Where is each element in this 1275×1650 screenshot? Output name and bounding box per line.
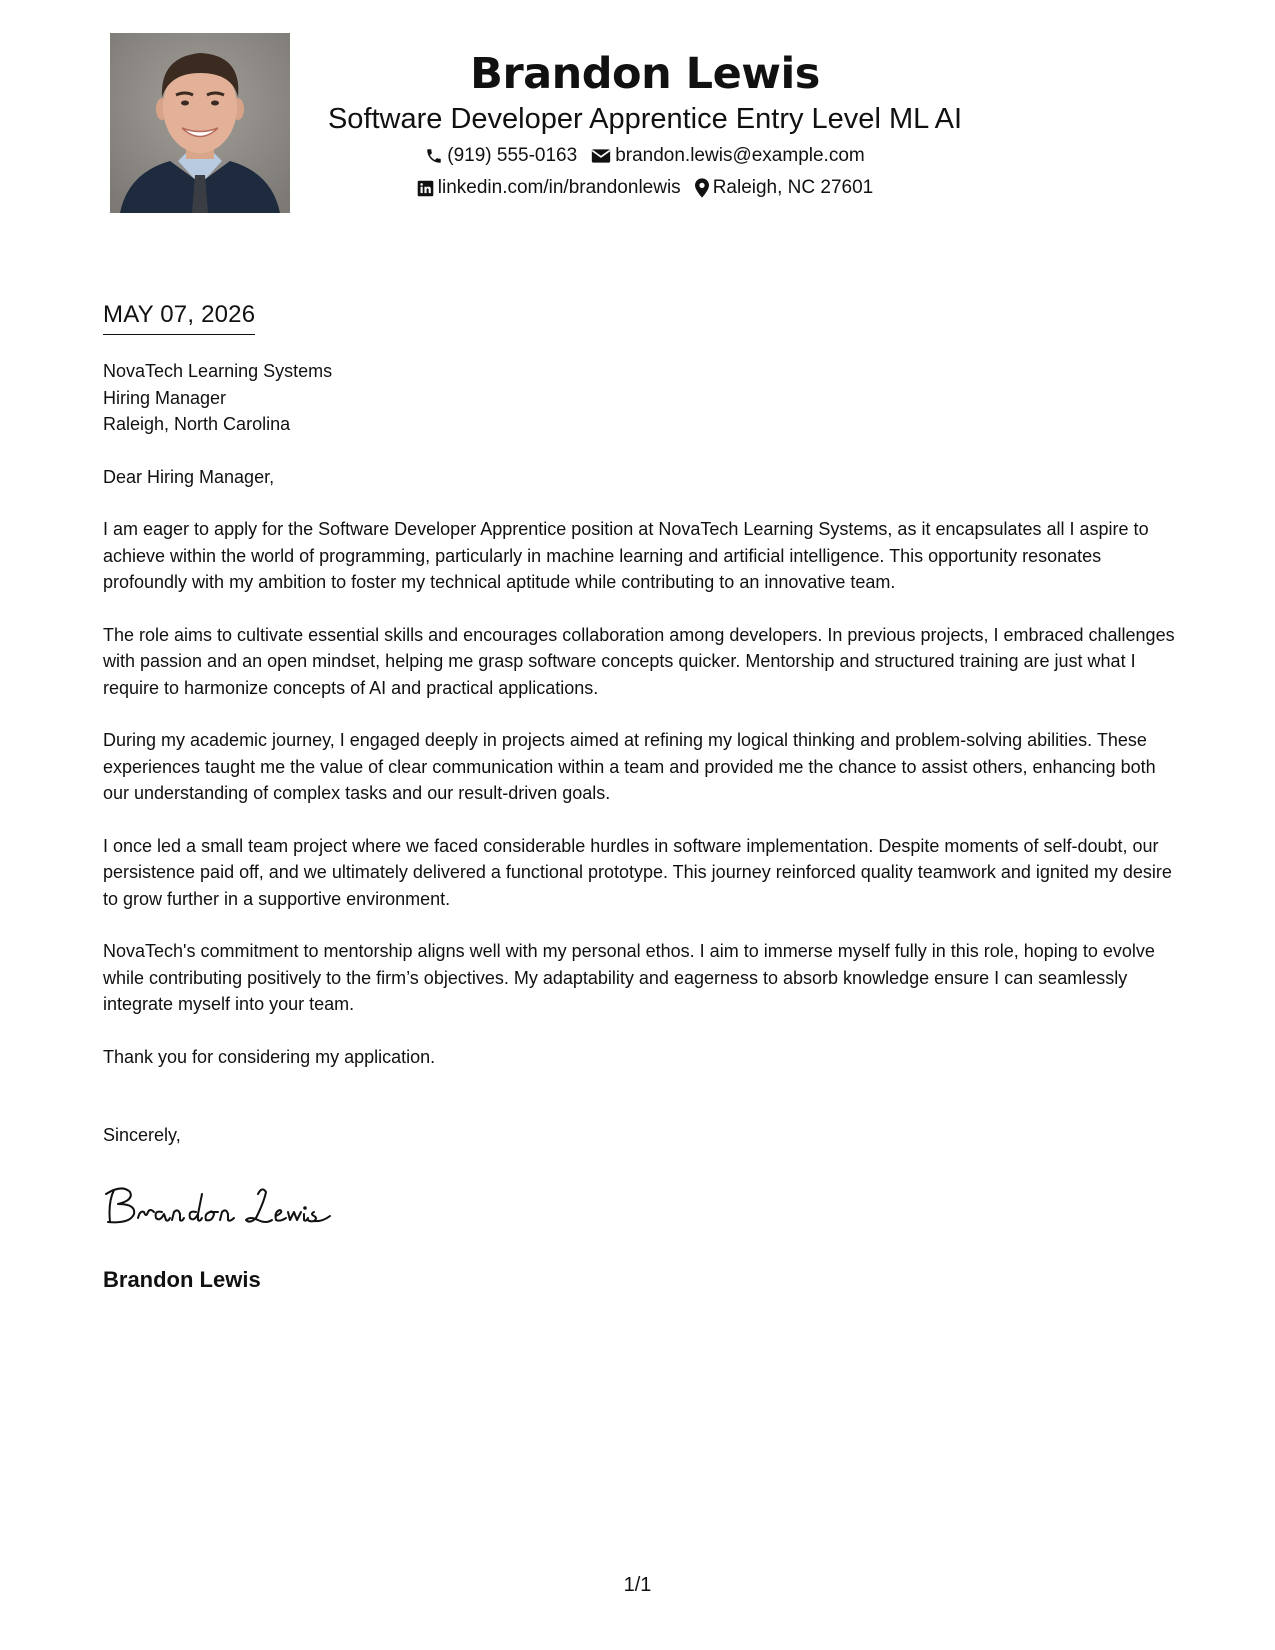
salutation: Dear Hiring Manager,: [103, 466, 275, 487]
linkedin-contact: [417, 176, 681, 200]
phone-number: (919) 555-0163: [447, 145, 578, 166]
paragraph: NovaTech's commitment to mentorship aligns well with my personal ethos. I aim to immerse myself fully in this role, hoping to evolve while contributing positively to the firm’s objectives. My adaptability and eagerness to absorb knowledge ensure I can seamlessly integrate myself into your team.: [103, 941, 1155, 1014]
email-address: brandon.lewis@example.com: [615, 145, 865, 166]
signed-name: Brandon Lewis: [103, 1267, 261, 1292]
applicant-name: Brandon Lewis: [470, 49, 820, 99]
envelope-icon: [591, 148, 611, 164]
handwritten-signature: [100, 1182, 340, 1232]
recipient-company: NovaTech Learning Systems: [103, 361, 333, 381]
job-title: Software Developer Apprentice Entry Level ML AI: [327, 103, 963, 135]
location-contact: [695, 176, 874, 200]
letter-body: [103, 358, 1183, 1149]
phone-contact: [425, 144, 577, 168]
contact-row-1: [290, 144, 1000, 168]
page-number: 1/1: [623, 1574, 652, 1596]
portrait-image: [110, 33, 290, 213]
closing: Sincerely,: [103, 1125, 181, 1145]
recipient-title: Hiring Manager: [103, 387, 227, 408]
profile-photo: [110, 33, 290, 213]
recipient-location: Raleigh, North Carolina: [103, 414, 291, 434]
paragraph: I am eager to apply for the Software Developer Apprentice position at NovaTech Learning Systems, as it encapsulates all I aspire to achieve within the world of programming, particularly in machine learning and artificial intelligence. This opportunity resonates profoundly with my ambition to foster my technical aptitude while contributing to an innovative team.: [103, 519, 1149, 592]
letter-date: MAY 07, 2026: [103, 298, 255, 335]
paragraph: The role aims to cultivate essential skills and encourages collaboration among developers. In previous projects, I embraced challenges with passion and an open mindset, helping me grasp software concepts quicker. Mentorship and structured training are just what I require to harmonize concepts of AI and practical applications.: [103, 624, 1175, 698]
location-text: Raleigh, NC 27601: [712, 177, 874, 198]
recipient-block: [103, 358, 1183, 438]
phone-icon: [425, 147, 443, 165]
letter-header: [290, 44, 1000, 200]
paragraph: I once led a small team project where we faced considerable hurdles in software implementation. Despite moments of self-doubt, our persistence paid off, and we ultimately delivered a functional prototype. This journey reinforced quality teamwork and ignited my desire to grow further in a supportive environment.: [103, 835, 1172, 909]
linkedin-icon: [417, 180, 434, 197]
paragraph: Thank you for considering my application.: [103, 1046, 436, 1067]
paragraph: During my academic journey, I engaged deeply in projects aimed at refining my logical thinking and problem-solving abilities. These experiences taught me the value of clear communication within a team and provided me the chance to assist others, enhancing both our understanding of complex tasks and our result-driven goals.: [103, 730, 1156, 803]
contact-row-2: [290, 176, 1000, 200]
linkedin-url: linkedin.com/in/brandonlewis: [437, 177, 681, 198]
map-pin-icon: [695, 178, 709, 198]
email-contact: [591, 144, 865, 168]
